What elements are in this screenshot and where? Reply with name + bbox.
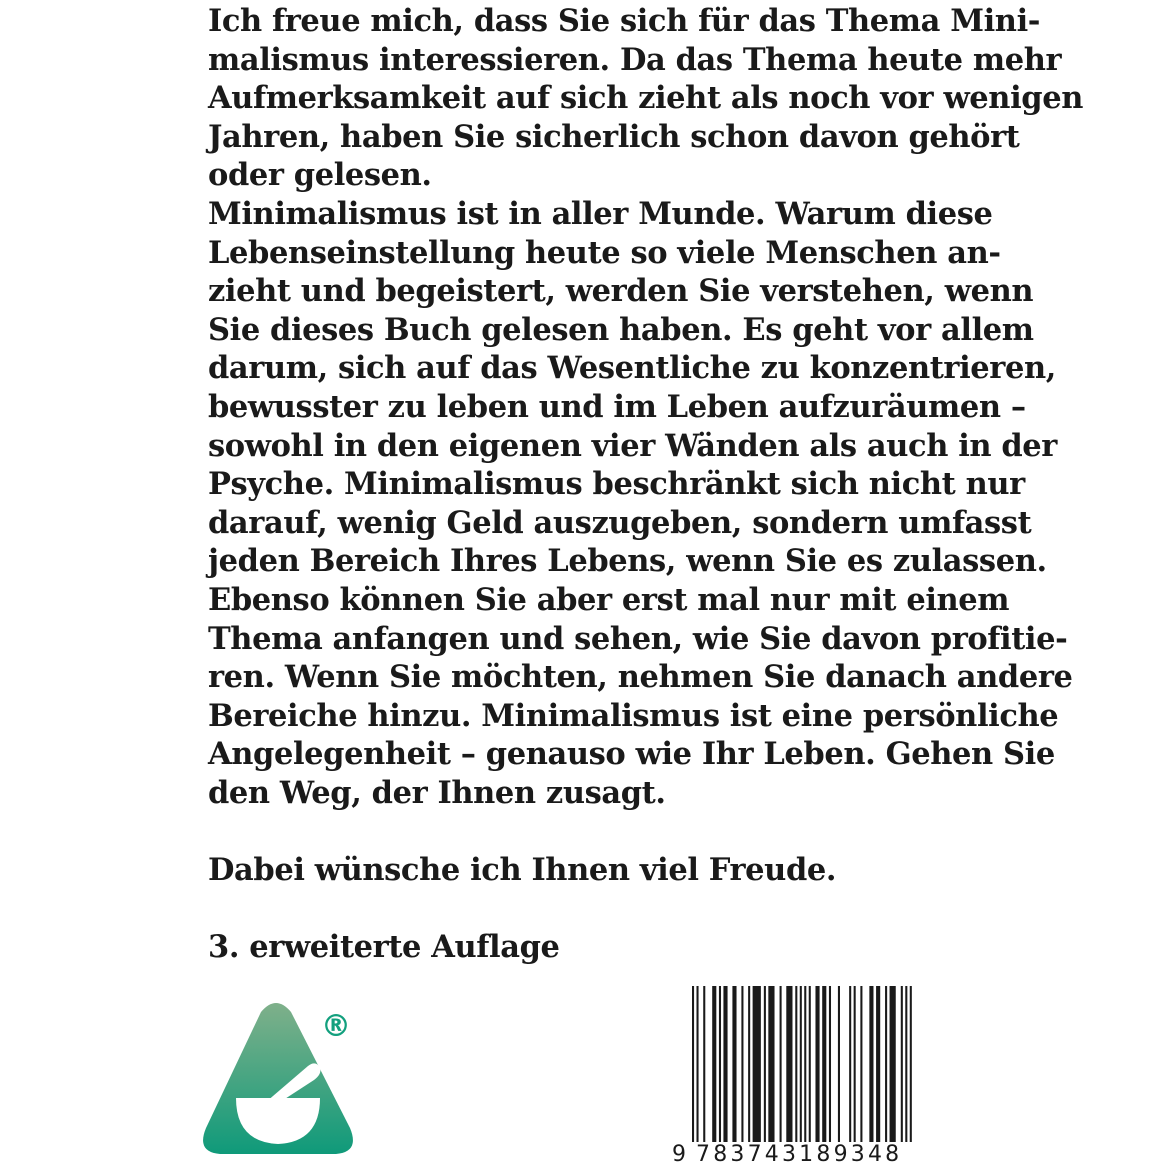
body-line: sowohl in den eigenen vier Wänden als auch in der [208,427,1057,464]
publisher-logo-icon [196,1002,362,1162]
body-line: malismus interessieren. Da das Thema heute mehr [208,41,1062,78]
barcode-bar [905,986,907,1142]
body-line: den Weg, der Ihnen zusagt. [208,774,666,811]
publisher-logo [196,1002,362,1162]
barcode-bar [780,986,782,1142]
closing-line: Dabei wünsche ich Ihnen viel Freude. [208,852,837,889]
body-line: Ebenso können Sie aber erst mal nur mit einem [208,581,1010,618]
barcode-bar [890,986,896,1142]
isbn-number: 783743189348 [696,1142,903,1167]
barcode-bar [719,986,721,1142]
body-line: oder gelesen. [208,157,432,194]
body-line: Thema anfangen und sehen, wie Sie davon profitie- [208,620,1068,657]
barcode-bar [696,986,698,1142]
body-line: jeden Bereich Ihres Lebens, wenn Sie es zulassen. [208,543,1047,580]
body-line: bewusster zu leben und im Leben aufzuräumen – [208,388,1026,425]
registered-mark: ® [321,1009,351,1044]
barcode-bar [815,986,819,1142]
body-line: Minimalismus ist in aller Munde. Warum diese [208,195,993,232]
body-line: ren. Wenn Sie möchten, nehmen Sie danach andere [208,659,1073,696]
barcode-bar [741,986,743,1142]
barcode-bar [822,986,826,1142]
barcode-bar [885,986,887,1142]
body-line: Lebenseinstellung heute so viele Menschen an- [208,234,1001,271]
barcode-bar [795,986,797,1142]
body-line: Jahren, haben Sie sicherlich schon davon gehört [208,118,1020,155]
barcode-bar [692,986,694,1142]
paragraph-gap [208,812,998,851]
barcode-bar [768,986,774,1142]
paragraph-gap [208,890,998,929]
barcode-bar [764,986,766,1142]
barcode-bar [748,986,750,1142]
body-line: darum, sich auf das Wesentliche zu konzentrieren, [208,350,1056,387]
barcode-bar [849,986,851,1142]
barcode-bar [901,986,903,1142]
body-line: darauf, wenig Geld auszugeben, sondern umfasst [208,504,1032,541]
back-cover-text [208,2,1083,967]
barcode-bar [809,986,811,1142]
barcode-bar [753,986,761,1142]
barcode-bar [712,986,716,1142]
barcode-bar [800,986,802,1142]
barcode-bar [860,986,862,1142]
barcode-bar [723,986,727,1142]
barcode-bar [829,986,831,1142]
barcode-bar [910,986,912,1142]
barcode-bars [692,986,912,1142]
barcode-bar [838,986,840,1142]
isbn-barcode [672,986,912,1170]
barcode-bar [869,986,873,1142]
body-line: Bereiche hinzu. Minimalismus ist eine persönliche [208,697,1059,734]
body-line: Sie dieses Buch gelesen haben. Es geht vor allem [208,311,1034,348]
barcode-bar [703,986,705,1142]
body-line: Psyche. Minimalismus beschränkt sich nicht nur [208,466,1025,503]
barcode-bar [854,986,856,1142]
body-line: Aufmerksamkeit auf sich zieht als noch vor wenigen [208,80,1083,117]
isbn-first-digit: 9 [672,1142,687,1167]
barcode-bar [732,986,736,1142]
body-line: Angelegenheit – genauso wie Ihr Leben. Gehen Sie [208,736,1055,773]
body-line: zieht und begeistert, werden Sie verstehen, wenn [208,273,1034,310]
barcode-bar [786,986,792,1142]
body-line: Ich freue mich, dass Sie sich für das Thema Mini- [208,3,1041,39]
barcode-bar [876,986,880,1142]
edition-label: 3. erweiterte Auflage [208,929,560,966]
barcode-bar [804,986,806,1142]
